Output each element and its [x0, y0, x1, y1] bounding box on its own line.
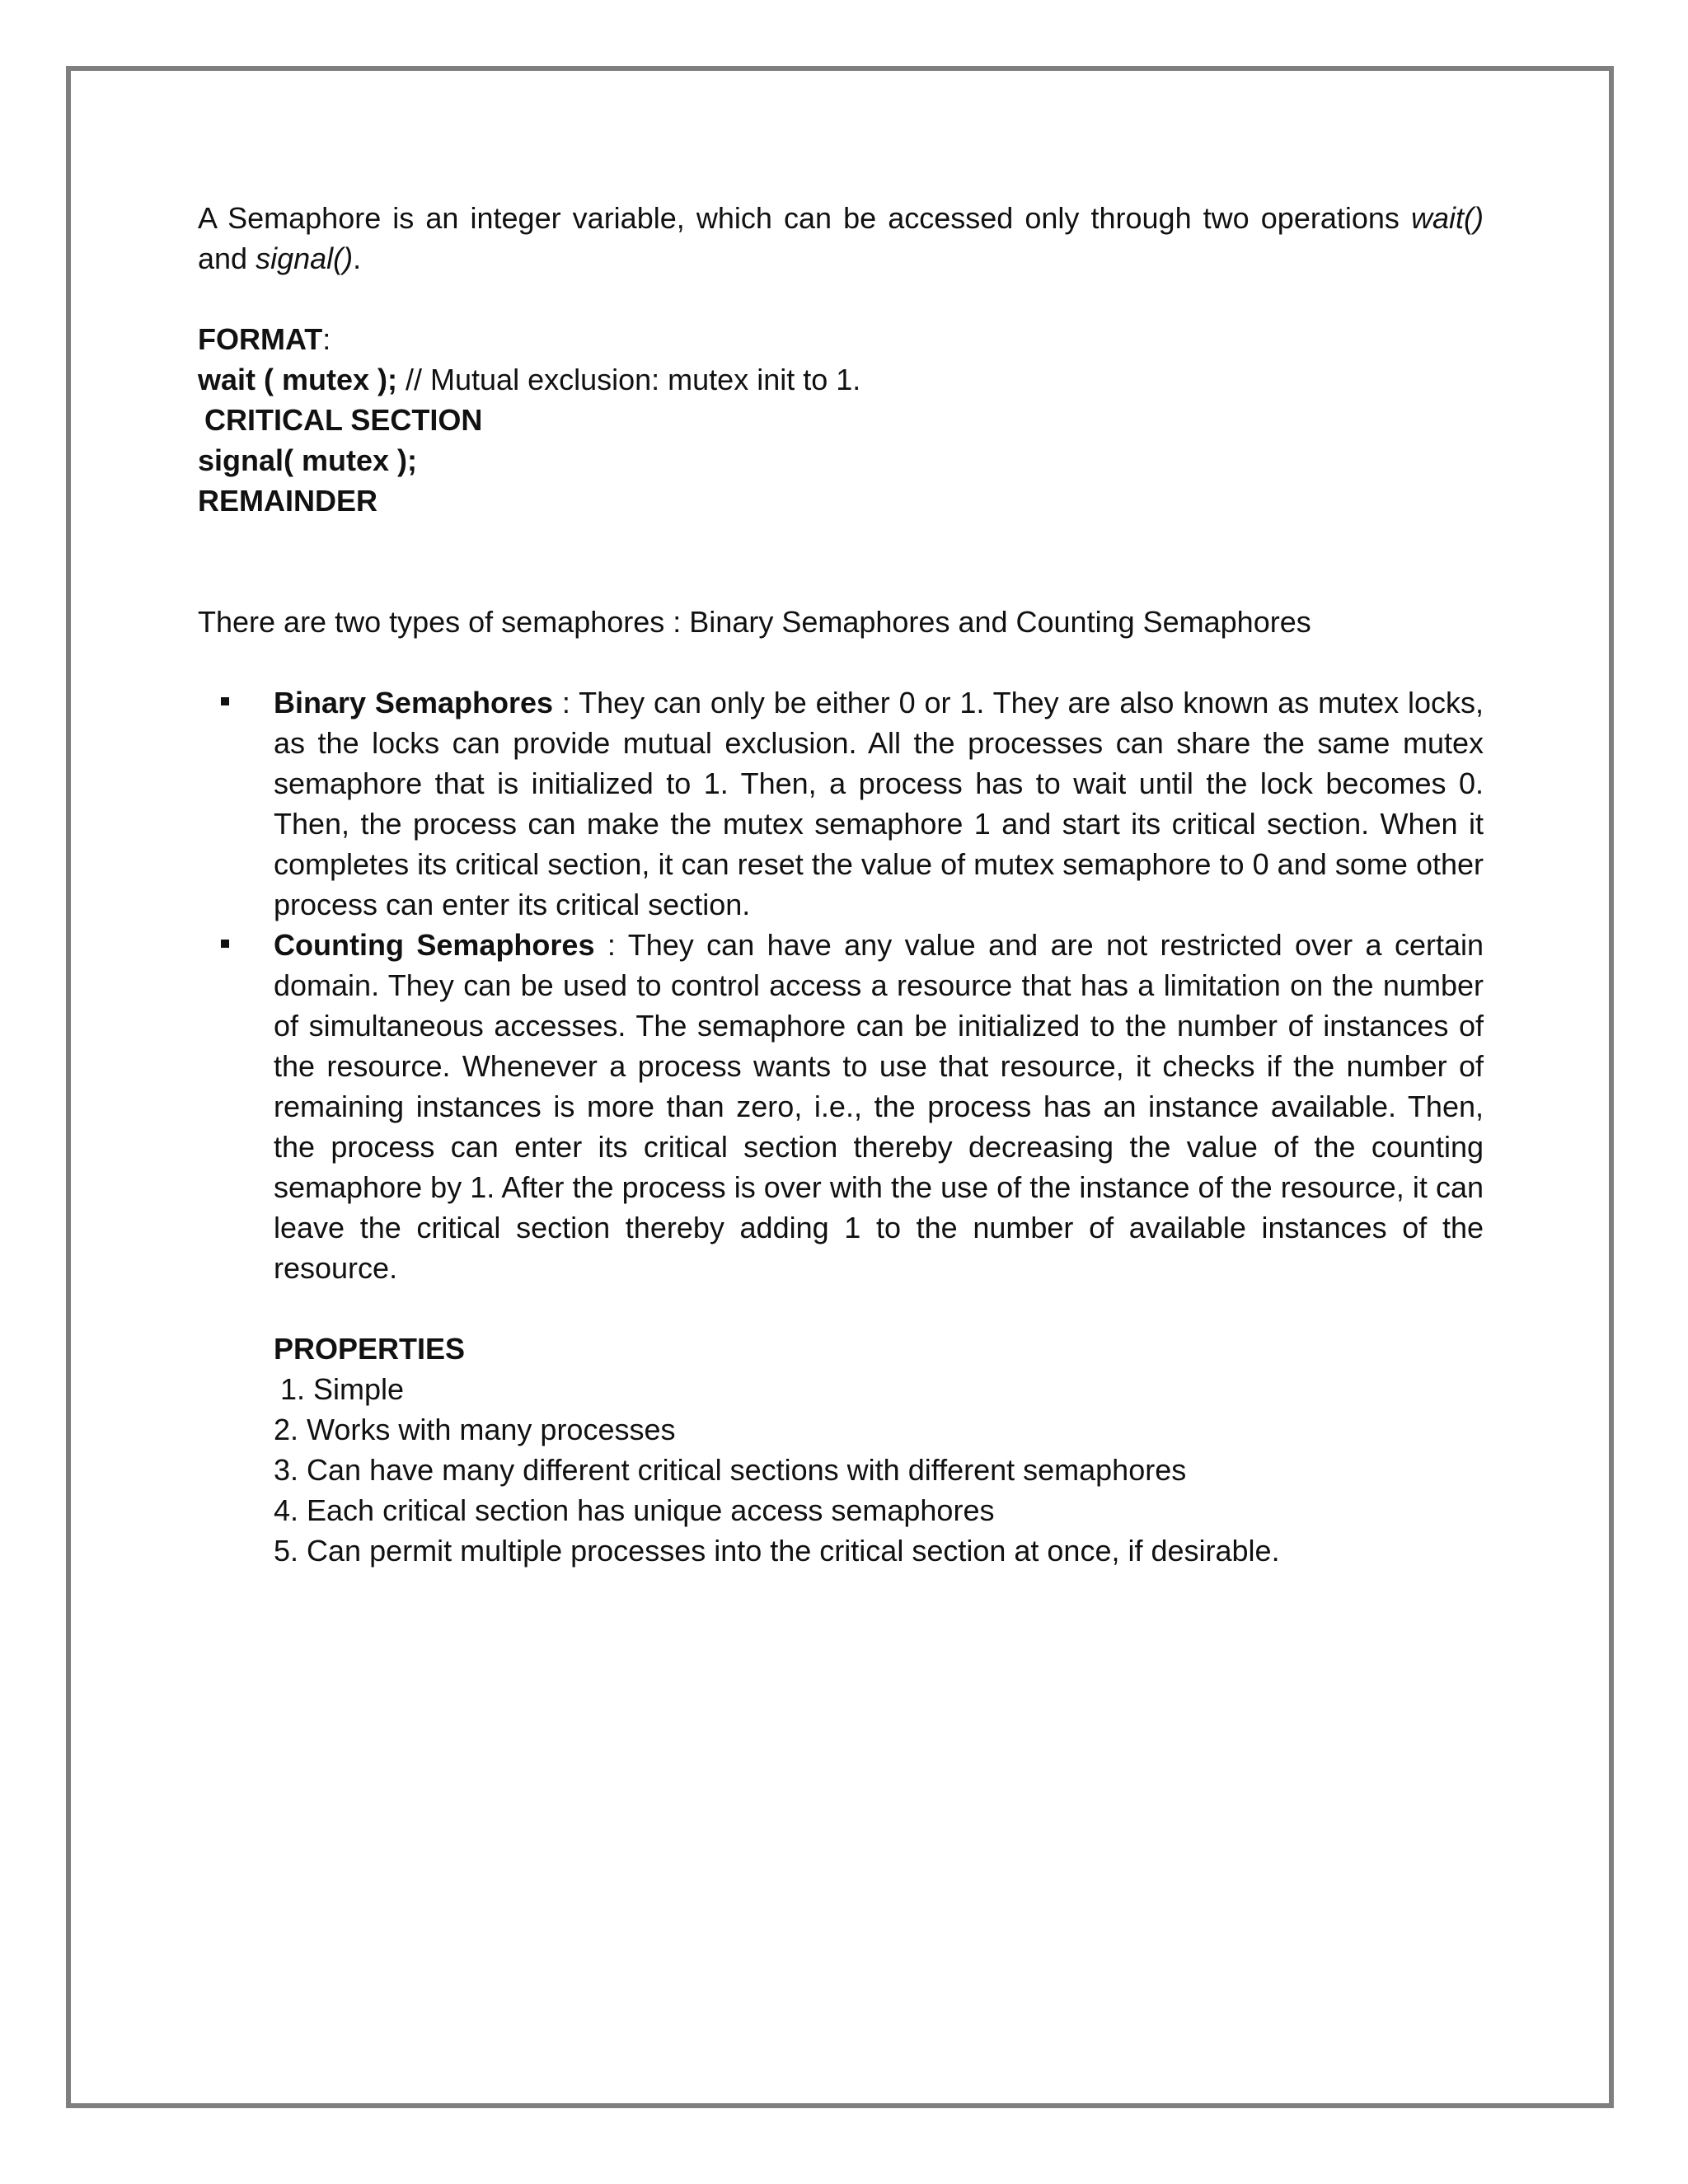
property-item: 3. Can have many different critical sections with different semaphores	[274, 1453, 1187, 1487]
format-colon: :	[322, 322, 331, 356]
intro-paragraph	[198, 198, 1484, 279]
wait-line	[198, 359, 1484, 400]
intro-text-2: and	[198, 241, 256, 275]
format-heading-line	[198, 319, 1484, 359]
properties-heading	[274, 1329, 1484, 1369]
property-item: 2. Works with many processes	[274, 1413, 676, 1446]
signal-line	[198, 440, 1484, 480]
properties-section	[198, 1329, 1484, 1571]
counting-title: Counting Semaphores	[274, 928, 595, 962]
wait-operation: wait()	[1411, 201, 1484, 235]
remainder-label: REMAINDER	[198, 484, 378, 518]
format-heading: FORMAT	[198, 322, 323, 356]
counting-separator: :	[594, 928, 628, 962]
remainder-line	[198, 480, 1484, 521]
wait-comment: // Mutual exclusion: mutex init to 1.	[397, 363, 861, 396]
list-item-binary	[198, 682, 1484, 925]
signal-code: signal( mutex );	[198, 443, 418, 477]
bullet-icon	[221, 940, 229, 948]
document-body	[198, 198, 1484, 1571]
binary-separator: :	[553, 686, 579, 719]
counting-description: They can have any value and are not restricted over a certain domain. They can be used to control access a resource that has a limitation on the number of simultaneous accesses. The semaphore can be initialized to the number of instances of the resource. Whenever a process wants to use that resource, it checks if the number of remaining instances is more than zero, i.e., the process has an instance available. Then, the process can enter its critical section thereby decreasing the value of the counting semaphore by 1. After the process is over with the use of the instance of the resource, it can leave the critical section thereby adding 1 to the number of available instances of the resource.	[274, 928, 1484, 1285]
wait-code: wait ( mutex );	[198, 363, 398, 396]
bullet-icon	[221, 697, 229, 705]
semaphore-types-list	[198, 682, 1484, 1288]
critical-section-label: CRITICAL SECTION	[204, 403, 483, 437]
property-item: 5. Can permit multiple processes into the critical section at once, if desirable.	[274, 1534, 1280, 1568]
intro-text-3: .	[353, 241, 362, 275]
format-block	[198, 319, 1484, 521]
list-item-counting	[198, 925, 1484, 1288]
binary-title: Binary Semaphores	[274, 686, 553, 719]
types-intro: There are two types of semaphores : Binary Semaphores and Counting Semaphores	[198, 605, 1311, 639]
binary-description: They can only be either 0 or 1. They are also known as mutex locks, as the locks can provide mutual exclusion. All the processes can share the same mutex semaphore that is initialized to 1. Then, a process has to wait until the lock becomes 0. Then, the process can make the mutex semaphore 1 and start its critical section. When it completes its critical section, it can reset the value of mutex semaphore to 0 and some other process can enter its critical section.	[274, 686, 1484, 921]
intro-text-1: A Semaphore is an integer variable, which can be accessed only through two operations	[198, 201, 1411, 235]
property-item: 4. Each critical section has unique access semaphores	[274, 1493, 995, 1527]
critical-section-line	[198, 400, 1484, 440]
signal-operation: signal()	[256, 241, 354, 275]
property-item: 1. Simple	[280, 1372, 405, 1406]
properties-heading-text: PROPERTIES	[274, 1332, 466, 1366]
